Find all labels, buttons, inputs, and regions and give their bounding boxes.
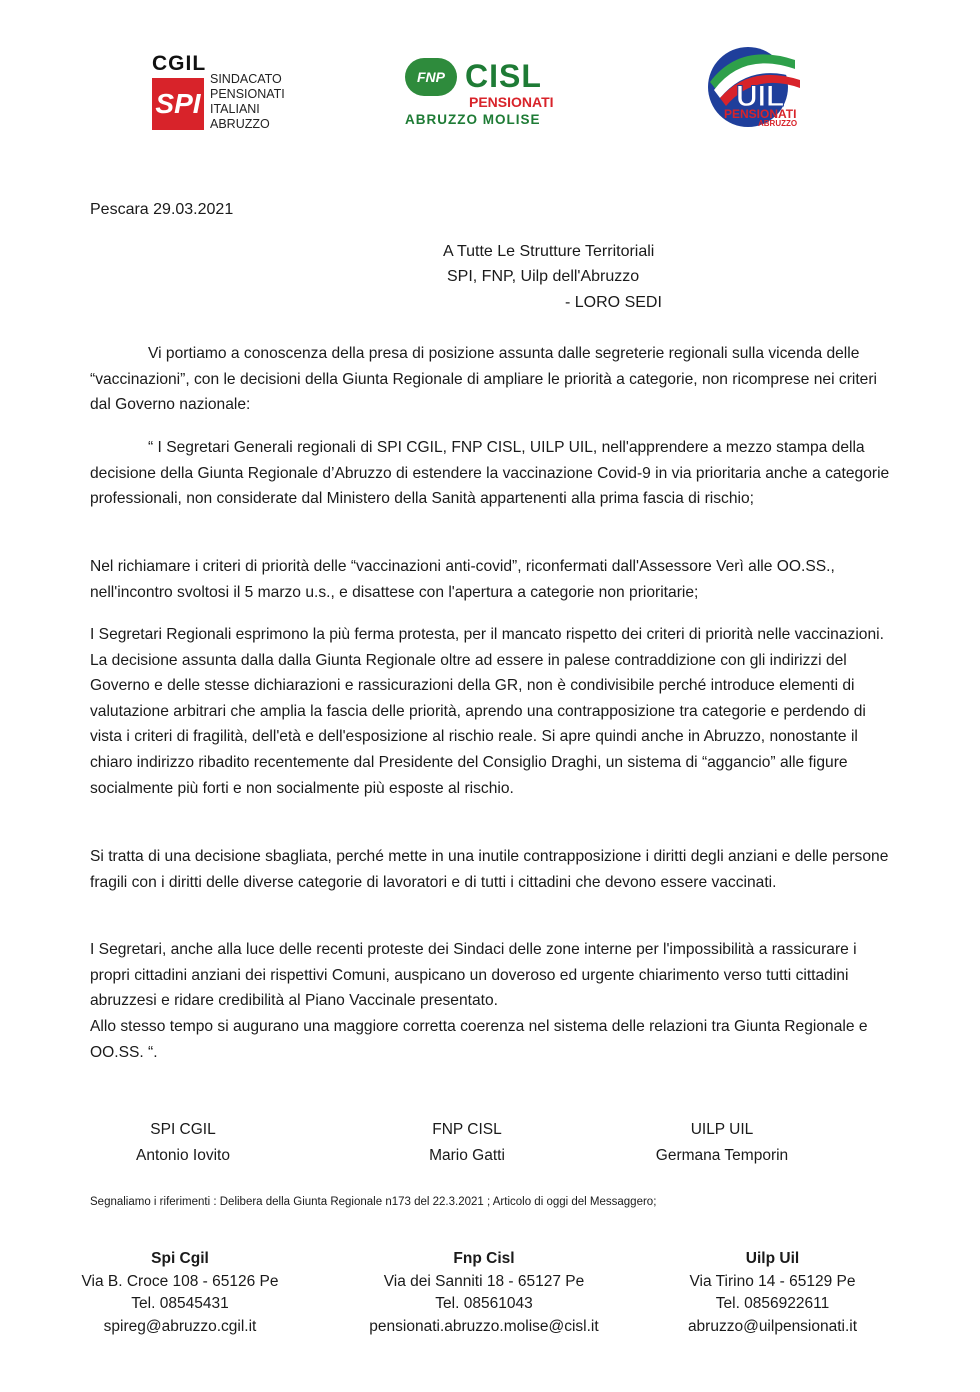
footer-fnp-cisl (345, 1248, 623, 1338)
cisl-logo-sub: PENSIONATI (469, 94, 554, 110)
signature-name: Mario Gatti (429, 1147, 505, 1164)
recipient-line-2: SPI, FNP, Uilp dell'Abruzzo (447, 268, 640, 285)
footer-spi-cgil (60, 1248, 300, 1338)
signature-org: UILP UIL (690, 1121, 754, 1138)
signature-fnp (392, 1117, 542, 1169)
footer-email: pensionati.abruzzo.molise@cisl.it (369, 1317, 599, 1335)
spi-logo-line: PENSIONATI (210, 87, 285, 101)
body-paragraph-6: I Segretari, anche alla luce delle recenti proteste dei Sindaci delle zone interne per l'impossibilità a rassicurare i propri cittadini anziani dei rispettivi Comuni, auspicano un doveroso ed urgente chiarimento verso tutti cittadini abruzzesi e ridare credibilità al Piano Vaccinale presentato. (90, 941, 857, 1010)
uil-logo-word: UIL (736, 80, 785, 113)
references-note: Segnaliamo i riferimenti : Delibera della Giunta Regionale n173 del 22.3.2021 ; Articolo di oggi del Messaggero; (90, 1196, 657, 1208)
cgil-spi-logo (150, 52, 290, 132)
footer-tel: Tel. 08545431 (131, 1295, 229, 1312)
signature-org: FNP CISL (432, 1121, 502, 1138)
footer-address: Via dei Sanniti 18 - 65127 Pe (383, 1272, 585, 1290)
uil-globe-icon (700, 42, 810, 132)
fnp-logo-badge: FNP (405, 58, 457, 96)
footer-address: Via Tirino 14 - 65129 Pe (689, 1272, 856, 1290)
footer-address: Via B. Croce 108 - 65126 Pe (81, 1272, 279, 1290)
body-paragraph-2: “ I Segretari Generali regionali di SPI CGIL, FNP CISL, UILP UIL, nell'apprendere a mezzo stampa della decisione della Giunta Regionale d’Abruzzo di estendere la vaccinazione Covid-9 in via prioritaria anche a categorie professionali, non considerate dal Ministero della Sanità appartenenti alla prima fascia di rischio; (90, 439, 890, 508)
fnp-cisl-logo (405, 58, 565, 133)
footer-tel: Tel. 08561043 (435, 1295, 533, 1312)
footer-email: abruzzo@uilpensionati.it (687, 1317, 858, 1335)
spi-logo-badge: SPI (152, 78, 204, 130)
body-paragraph-1: Vi portiamo a conoscenza della presa di posizione assunta dalle segreterie regionali sulla vicenda delle “vaccinazioni”, con le decisioni della Giunta Regionale di ampliare le priorità a categorie, non ricomprese nei criteri dal Governo nazionale: (90, 345, 878, 414)
spi-logo-line: ITALIANI (210, 102, 260, 116)
cisl-logo-region: ABRUZZO MOLISE (405, 112, 541, 127)
signature-uilp (632, 1117, 812, 1169)
footer-uilp-uil (660, 1248, 885, 1338)
body-paragraph-4: I Segretari Regionali esprimono la più ferma protesta, per il mancato rispetto dei criteri di priorità nelle vaccinazioni. La decisione assunta dalla dalla Giunta Regionale oltre ad essere in palese contraddizione con gli indirizzi del Governo e delle stesse dichiarazioni e rassicurazioni della GR, non è condivisibile perché introduce elementi di valutazione arbitrari che amplia la fascia delle priorità, aprendo una contrapposizione tra categorie e perdendo di vista i criteri di fragilità, dell'età e dell'esposizione al rischio reale. Si apre quindi anche in Abruzzo, nonostante il chiaro indirizzo ribadito recentemente dal Presidente del Consiglio Draghi, un sistema di “aggancio” alle figure socialmente più forti e non socialmente più esposte al rischio. (90, 626, 884, 797)
footer-title: Uilp Uil (745, 1250, 800, 1267)
footer-title: Fnp Cisl (453, 1250, 515, 1267)
signature-name: Germana Temporin (655, 1147, 789, 1164)
signature-spi (108, 1117, 258, 1169)
body-paragraph-3: Nel richiamare i criteri di priorità delle “vaccinazioni anti-covid”, riconfermati dall'Assessore Verì alle OO.SS., nell'incontro svoltosi il 5 marzo u.s., e disattese con l'apertura a categorie non prioritarie; (90, 558, 835, 601)
signature-org: SPI CGIL (150, 1121, 216, 1138)
spi-logo-line: SINDACATO (210, 72, 282, 86)
footer-title: Spi Cgil (151, 1250, 209, 1267)
recipient-line-1: A Tutte Le Strutture Territoriali (443, 243, 655, 260)
cisl-logo-word: CISL (465, 58, 542, 94)
footer-email: spireg@abruzzo.cgil.it (103, 1317, 257, 1335)
uil-logo-region: ABRUZZO (758, 119, 798, 128)
recipient-line-3: - LORO SEDI (565, 294, 662, 311)
signature-name: Antonio Iovito (136, 1147, 230, 1164)
uil-logo-sub: PENSIONATI (724, 107, 797, 121)
spi-logo-text (210, 72, 285, 132)
body-paragraph-7: Allo stesso tempo si augurano una maggiore corretta coerenza nel sistema delle relazioni tra Giunta Regionale e OO.SS. “. (90, 1018, 868, 1061)
uil-pensionati-logo (700, 42, 810, 132)
spi-logo-line: ABRUZZO (210, 117, 270, 131)
body-paragraph-5: Si tratta di una decisione sbagliata, perché mette in una inutile contrapposizione i diritti degli anziani e delle persone fragili con i diritti delle diverse categorie di lavoratori e di tutti i cittadini che devono essere vaccinati. (90, 848, 889, 891)
place-date: Pescara 29.03.2021 (90, 201, 234, 218)
footer-tel: Tel. 0856922611 (715, 1295, 830, 1312)
cgil-logo-word: CGIL (152, 52, 207, 75)
